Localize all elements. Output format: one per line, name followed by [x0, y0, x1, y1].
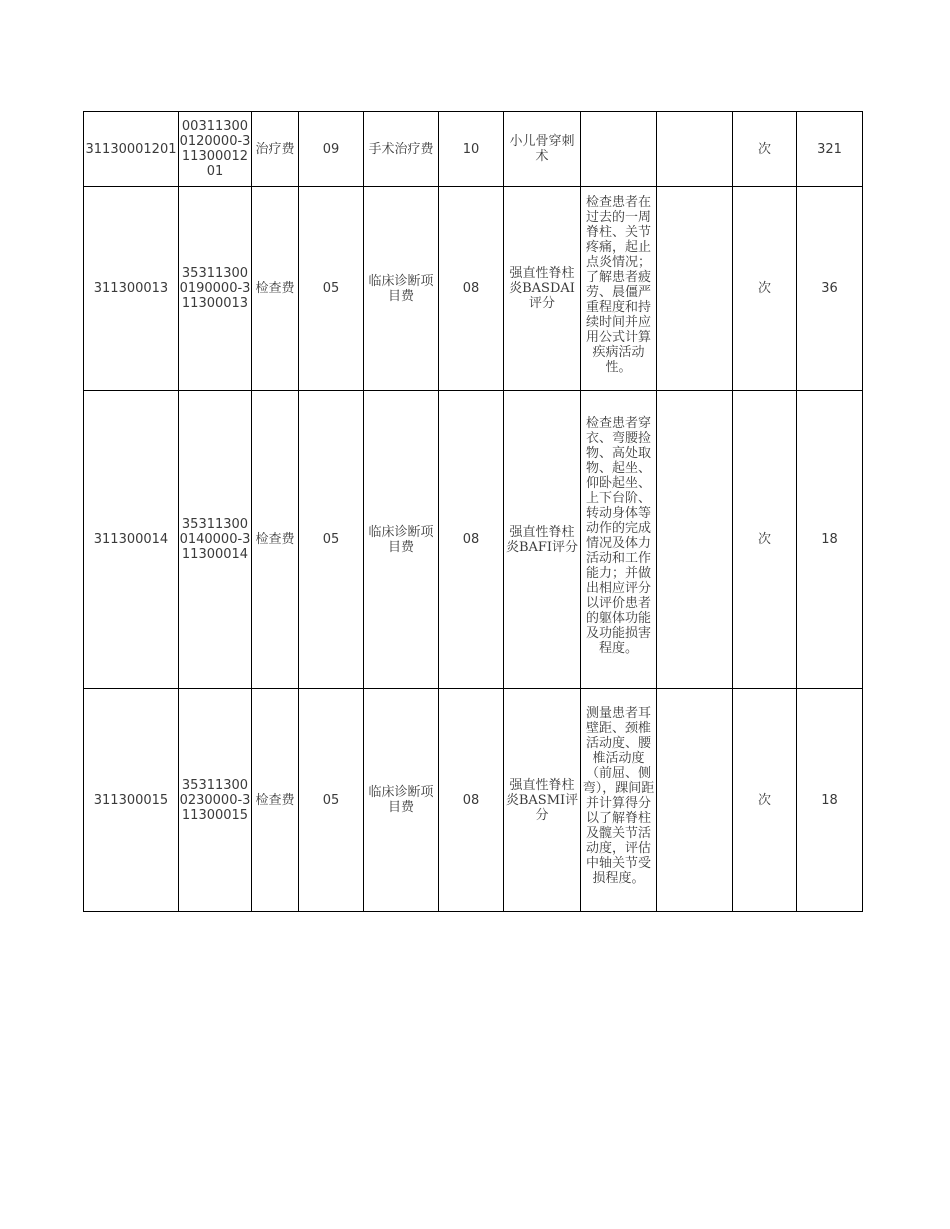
description-text: 检查患者穿衣、弯腰捡物、高处取物、起坐、仰卧起坐、上下台阶、转动身体等动作的完成情况及体力活动和工作能力；并做出相应评分以评价患者的躯体功能及功能损害程度。	[585, 415, 651, 656]
item-name: 强直性脊柱炎BAFI评分	[504, 391, 581, 689]
sub-category: 临床诊断项目费	[364, 391, 439, 689]
item-price: 36	[797, 187, 863, 391]
item-name: 强直性脊柱炎BASMI评分	[504, 689, 581, 912]
item-name: 小儿骨穿刺术	[504, 112, 581, 187]
description-text: 检查患者在过去的一周脊柱、关节疼痛，起止点炎情况；了解患者疲劳、晨僵严重程度和持续时间并应用公式计算疾病活动性。	[585, 194, 651, 375]
item-code: 31130001201	[84, 112, 179, 187]
category-code: 05	[299, 391, 364, 689]
item-description	[581, 187, 657, 391]
sub-category-code: 08	[439, 391, 504, 689]
item-code: 311300015	[84, 689, 179, 912]
sub-category-code: 08	[439, 187, 504, 391]
item-price: 18	[797, 689, 863, 912]
item-price: 18	[797, 391, 863, 689]
item-note	[657, 187, 733, 391]
sub-category: 临床诊断项目费	[364, 187, 439, 391]
sub-category-code: 08	[439, 689, 504, 912]
category-code: 05	[299, 187, 364, 391]
item-unit: 次	[733, 187, 797, 391]
table-row	[84, 391, 863, 689]
item-code: 311300013	[84, 187, 179, 391]
table-row	[84, 187, 863, 391]
item-price: 321	[797, 112, 863, 187]
item-unit: 次	[733, 112, 797, 187]
fee-category: 检查费	[252, 187, 299, 391]
fee-table	[83, 111, 863, 912]
category-code: 09	[299, 112, 364, 187]
description-text: 测量患者耳壁距、颈椎活动度、腰椎活动度（前屈、侧弯），踝间距并计算得分以了解脊柱及髋关节活动度，评估中轴关节受损程度。	[582, 706, 655, 886]
fee-category: 检查费	[252, 391, 299, 689]
fee-category: 检查费	[252, 689, 299, 912]
item-note	[657, 391, 733, 689]
item-description	[581, 689, 657, 912]
item-note	[657, 689, 733, 912]
item-unit: 次	[733, 689, 797, 912]
category-code: 05	[299, 689, 364, 912]
item-code: 311300014	[84, 391, 179, 689]
sub-category-code: 10	[439, 112, 504, 187]
mapped-code: 353113000230000-311300015	[179, 689, 252, 912]
table-row	[84, 112, 863, 187]
item-unit: 次	[733, 391, 797, 689]
item-description	[581, 112, 657, 187]
fee-category: 治疗费	[252, 112, 299, 187]
sub-category: 手术治疗费	[364, 112, 439, 187]
item-note	[657, 112, 733, 187]
item-description	[581, 391, 657, 689]
mapped-code: 003113000120000-31130001201	[179, 112, 252, 187]
mapped-code: 353113000190000-311300013	[179, 187, 252, 391]
table-row	[84, 689, 863, 912]
mapped-code: 353113000140000-311300014	[179, 391, 252, 689]
sub-category: 临床诊断项目费	[364, 689, 439, 912]
item-name: 强直性脊柱炎BASDAI评分	[504, 187, 581, 391]
